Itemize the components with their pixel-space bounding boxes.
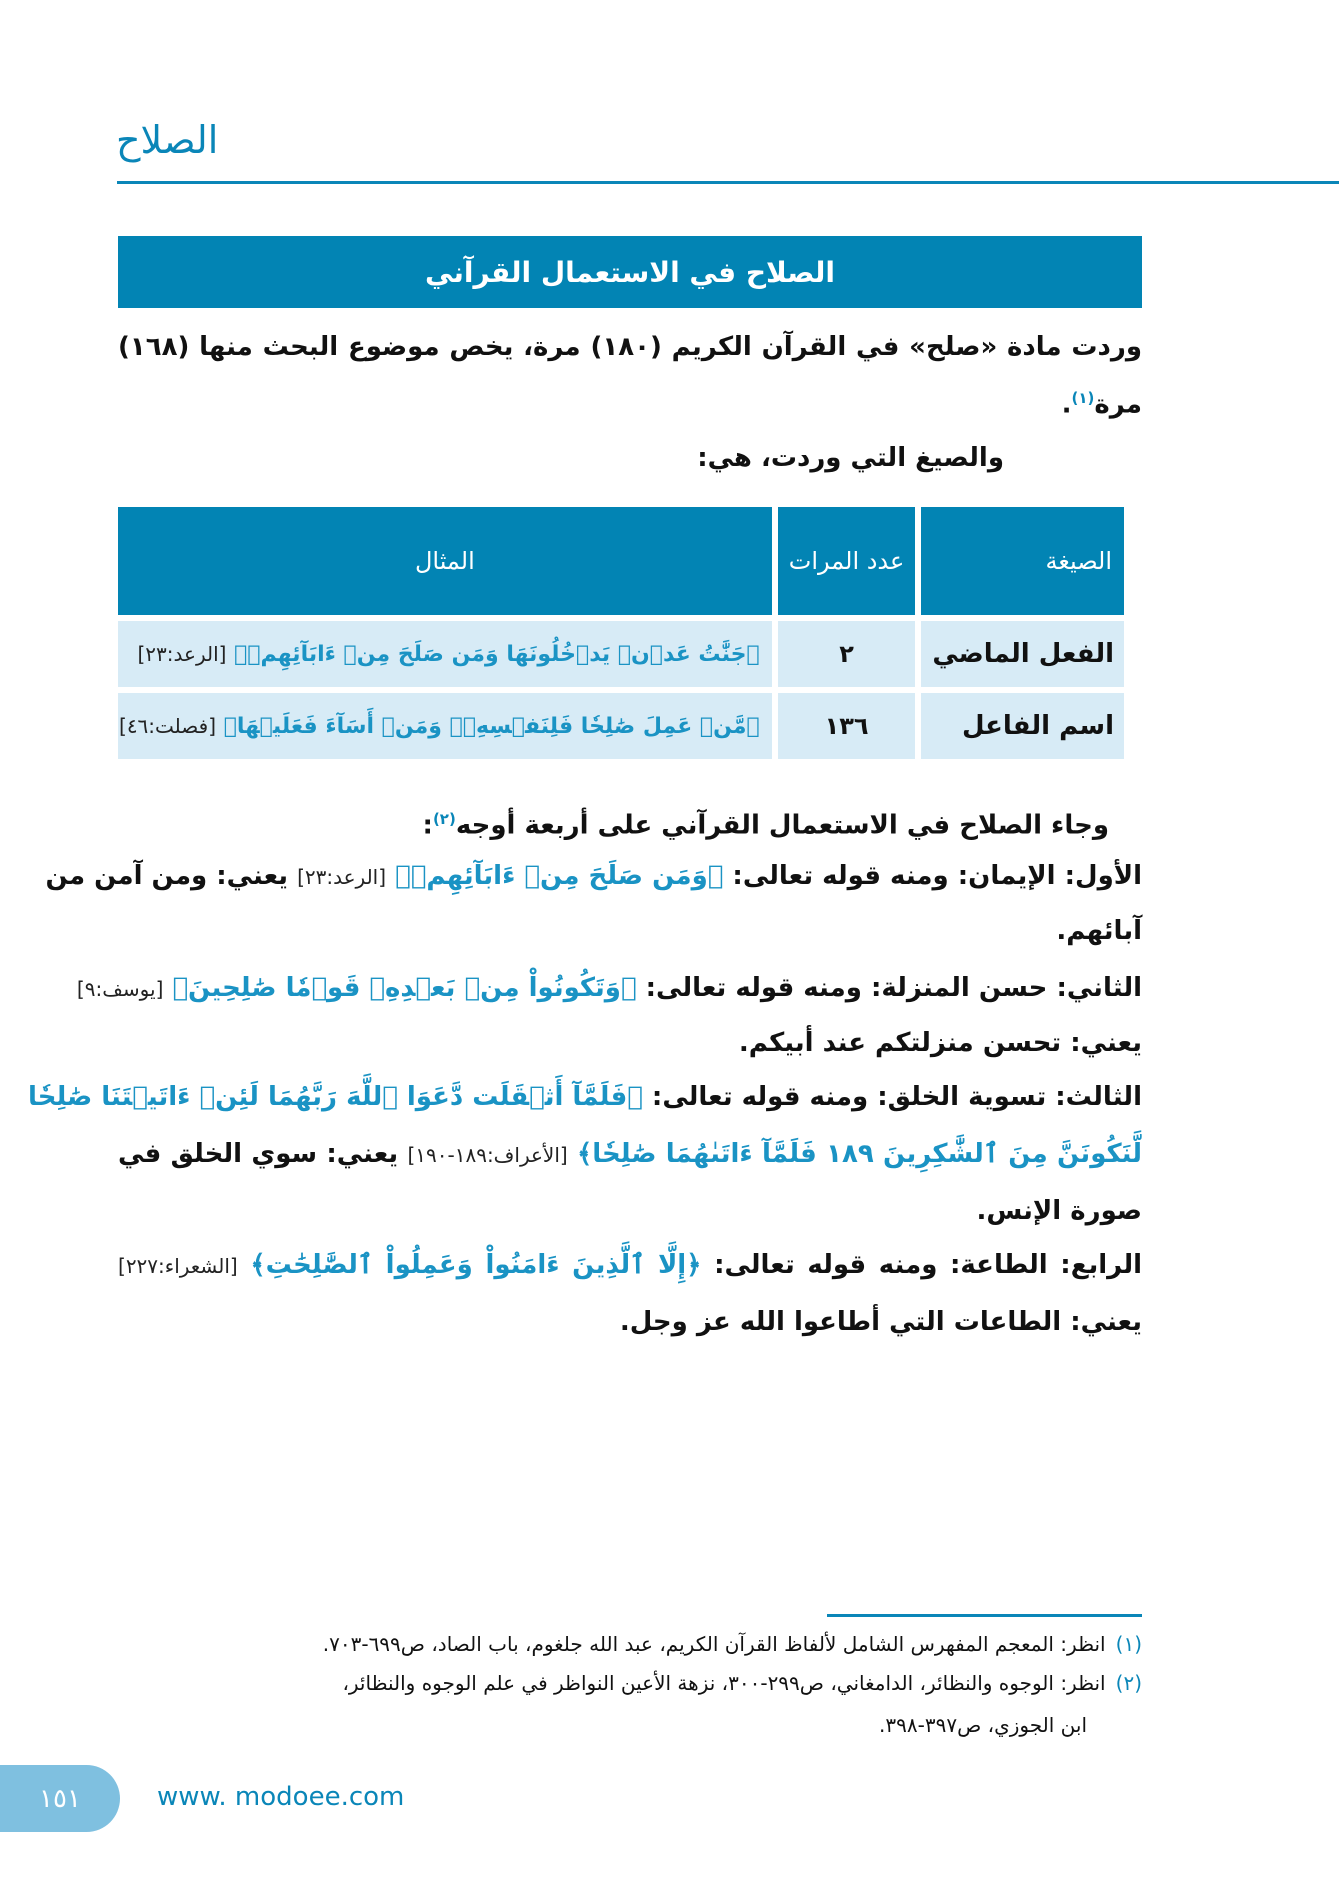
quran-verse: ﴿فَلَمَّآ أَثۡقَلَت دَّعَوَا ٱللَّهَ رَبَّهُمَا لَئِنۡ ءَاتَيۡتَنَا صَٰلِحٗا — [28, 1082, 643, 1112]
cell-count: ٢ — [778, 621, 916, 687]
cell-count: ١٣٦ — [778, 693, 916, 759]
site-url[interactable]: www. modoee.com — [157, 1782, 405, 1812]
footnote-2 — [112, 1668, 1142, 1698]
footnote-2-cont: ابن الجوزي، ص٣٩٧-٣٩٨. — [879, 1713, 1087, 1737]
intro-line-2 — [118, 378, 1142, 425]
aspect-second — [76, 968, 1142, 1009]
page-number: ١٥١ — [0, 1765, 120, 1832]
forms-table — [112, 501, 1130, 765]
aspect-fourth — [118, 1245, 1142, 1286]
quran-verse: ﴿وَمَن صَلَحَ مِنۡ ءَابَآئِهِمۡ﴾ — [395, 861, 724, 891]
verse-ref: [فصلت:٤٦] — [119, 713, 217, 738]
aspect-first — [45, 856, 1142, 897]
intro-text: مرة — [1094, 389, 1142, 420]
quran-verse: ﴿وَتَكُونُواْ مِنۢ بَعۡدِهِۦ قَوۡمٗا صَٰلِحِينَ﴾ — [172, 973, 637, 1003]
aspect-label: الثالث: تسوية الخلق: ومنه قوله تعالى: — [651, 1082, 1142, 1112]
footnote-ref-1[interactable]: (١) — [1071, 389, 1095, 407]
cell-form: اسم الفاعل — [921, 693, 1124, 759]
aspect-label: الرابع: الطاعة: ومنه قوله تعالى: — [714, 1250, 1142, 1280]
footnote-text: انظر: الوجوه والنظائر، الدامغاني، ص٢٩٩-٣٠٠، نزهة الأعين النواظر في علم الوجوه والنظائر، — [342, 1671, 1106, 1695]
footnote-text: انظر: المعجم المفهرس الشامل لألفاظ القرآن الكريم، عبد الله جلغوم، باب الصاد، ص٦٩٩-٧٠٣. — [322, 1632, 1106, 1656]
aspect-fourth-meaning: يعني: الطاعات التي أطاعوا الله عز وجل. — [619, 1307, 1142, 1337]
quran-verse: ﴿جَنَّٰتُ عَدۡنٖ يَدۡخُلُونَهَا وَمَن صَلَحَ مِنۡ ءَابَآئِهِمۡ﴾ — [234, 641, 760, 667]
intro-line-1: وردت مادة «صلح» في القرآن الكريم (١٨٠) مرة، يخص موضوع البحث منها (١٦٨) — [118, 332, 1142, 362]
aspect-meaning: يعني: ومن آمن من — [45, 861, 289, 891]
colon: : — [422, 810, 433, 841]
verse-ref: [الرعد:٢٣] — [137, 641, 227, 666]
section-banner — [118, 236, 1142, 308]
cell-form: الفعل الماضي — [921, 621, 1124, 687]
aspect-first-cont: آبائهم. — [1056, 916, 1142, 946]
aspect-label: الثاني: حسن المنزلة: ومنه قوله تعالى: — [645, 973, 1142, 1003]
intro-line-3: والصيغ التي وردت، هي: — [697, 443, 1004, 473]
aspect-second-meaning: يعني: تحسن منزلتكم عند أبيكم. — [738, 1028, 1142, 1058]
table-row — [118, 621, 1124, 687]
quran-verse: ﴿مَّنۡ عَمِلَ صَٰلِحٗا فَلِنَفۡسِهِۦۖ وَمَنۡ أَسَآءَ فَعَلَيۡهَا﴾ — [223, 713, 760, 739]
verse-ref: [الأعراف:١٨٩-١٩٠] — [407, 1143, 568, 1167]
aspects-text: وجاء الصلاح في الاستعمال القرآني على أربعة أوجه — [455, 810, 1109, 841]
period: . — [1061, 389, 1072, 420]
running-title: الصلاح — [116, 118, 219, 162]
table-header-row — [118, 507, 1124, 615]
header-example: المثال — [118, 507, 772, 615]
header-rule — [117, 181, 1339, 184]
header-count: عدد المرات — [778, 507, 916, 615]
verse-ref: [الشعراء:٢٢٧] — [118, 1254, 238, 1278]
verse-ref: [يوسف:٩] — [76, 977, 164, 1001]
aspect-third-cont: صورة الإنس. — [976, 1196, 1142, 1226]
quran-verse: ﴿إِلَّا ٱلَّذِينَ ءَامَنُواْ وَعَمِلُواْ ٱلصَّٰلِحَٰتِ﴾ — [250, 1250, 702, 1280]
footnote-1 — [112, 1629, 1142, 1659]
quran-verse: لَّنَكُونَنَّ مِنَ ٱلشَّٰكِرِينَ ١٨٩ فَلَمَّآ ءَاتَىٰهُمَا صَٰلِحٗا﴾ — [577, 1139, 1142, 1169]
header-form: الصيغة — [921, 507, 1124, 615]
footnote-number: (٢) — [1115, 1671, 1142, 1695]
footnote-number: (١) — [1115, 1632, 1142, 1656]
aspects-intro — [85, 799, 1109, 846]
verse-ref: [الرعد:٢٣] — [297, 865, 387, 889]
aspect-third-line2 — [118, 1134, 1142, 1175]
aspect-third — [28, 1077, 1142, 1117]
section-title: الصلاح في الاستعمال القرآني — [425, 255, 835, 289]
aspect-meaning: يعني: سوي الخلق في — [118, 1139, 399, 1169]
cell-example — [118, 693, 772, 759]
table-row — [118, 693, 1124, 759]
footnote-ref-2[interactable]: (٢) — [432, 810, 456, 828]
cell-example — [118, 621, 772, 687]
footnote-rule — [827, 1614, 1142, 1617]
aspect-label: الأول: الإيمان: ومنه قوله تعالى: — [732, 861, 1142, 891]
